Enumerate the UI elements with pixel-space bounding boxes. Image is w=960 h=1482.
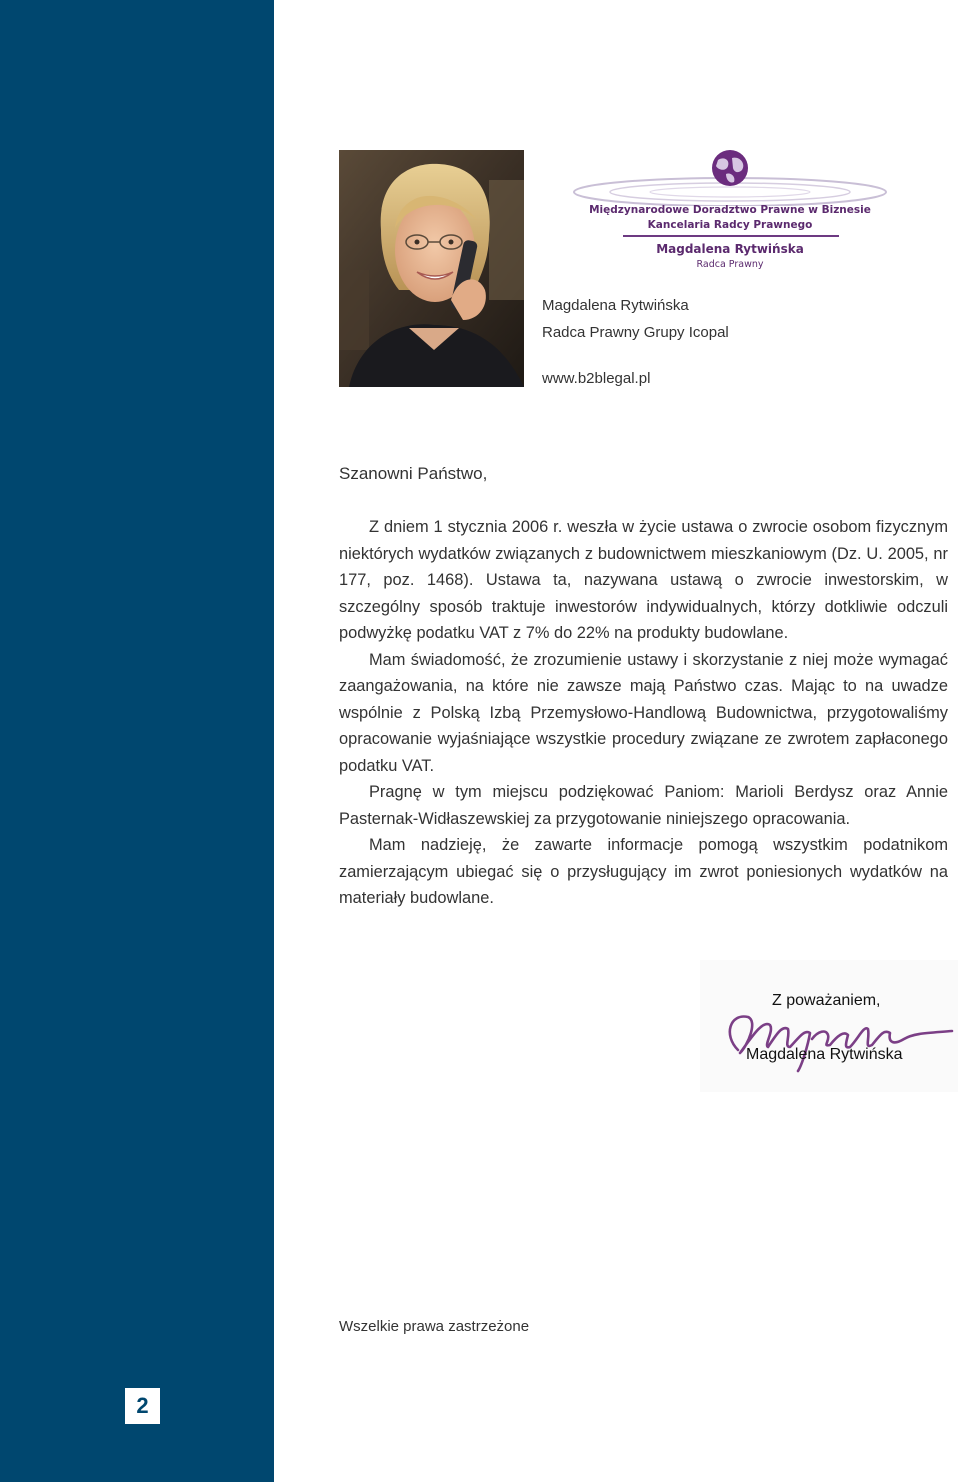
- letter-body: [339, 514, 948, 912]
- portrait-illustration: [339, 150, 524, 387]
- signature-name: Magdalena Rytwińska: [746, 1046, 903, 1063]
- contact-name: Magdalena Rytwińska: [542, 297, 689, 314]
- paragraph: Mam nadzieję, że zawarte informacje pomogą wszystkim podatnikom zamierzającym ubiegać się o przysługujący im zwrot poniesionych wydatków na materiały budowlane.: [339, 836, 948, 907]
- logo-firm-type: Kancelaria Radcy Prawnego: [647, 219, 813, 231]
- paragraph: Pragnę w tym miejscu podziękować Paniom: Marioli Berdysz oraz Annie Pasternak-Widłaszewskiej za przygotowanie niniejszego opracowania.: [339, 783, 948, 828]
- paragraph: Mam świadomość, że zrozumienie ustawy i skorzystanie z niej może wymagać zaangażowania, na które nie zawsze mają Państwo czas. Mając to na uwadze wspólnie z Polską Izbą Przemysłowo-Handlową Budownictwa, przygotowaliśmy opracowanie wyjaśniające wszystkie procedury związane ze zwrotem zapłaconego podatku VAT.: [339, 650, 948, 775]
- logo-divider: [623, 235, 839, 237]
- copyright-note: Wszelkie prawa zastrzeżone: [339, 1318, 530, 1335]
- firm-logo: [568, 146, 892, 276]
- globe-orbit-icon: [568, 146, 892, 206]
- paragraph: Z dniem 1 stycznia 2006 r. weszła w życie ustawa o zwrocie osobom fizycznym niektórych wydatków związanych z budownictwem mieszkaniowym (Dz. U. 2005, nr 177, poz. 1468). Ustawa ta, nazywana ustawą o zwrocie inwestorskim, w szczególny sposób traktuje inwestorów indywidualnych, którzy dotkliwie odczuli podwyżkę podatku VAT z 7% do 22% na produkty budowlane.: [339, 518, 948, 642]
- author-photo: [339, 150, 524, 387]
- logo-title: Radca Prawny: [696, 259, 764, 270]
- left-sidebar-band: [0, 0, 274, 1482]
- contact-title: Radca Prawny Grupy Icopal: [542, 324, 729, 341]
- greeting: Szanowni Państwo,: [339, 464, 488, 483]
- signature-closing: Z poważaniem,: [772, 992, 881, 1009]
- logo-tagline: Międzynarodowe Doradztwo Prawne w Biznesie: [589, 204, 871, 216]
- page-number: 2: [125, 1388, 160, 1424]
- logo-name: Magdalena Rytwińska: [656, 242, 804, 256]
- contact-website[interactable]: www.b2blegal.pl: [542, 370, 651, 387]
